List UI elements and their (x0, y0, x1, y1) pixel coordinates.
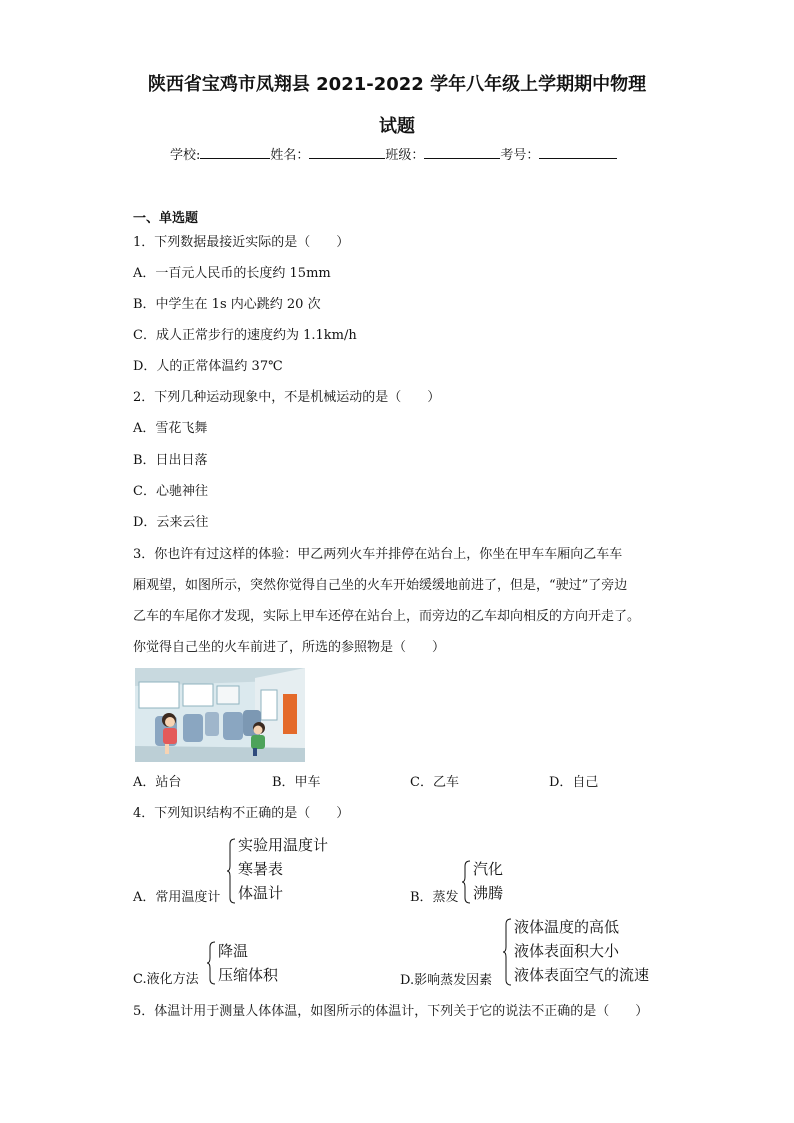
section-heading: 一、单选题 (133, 211, 199, 226)
q4-a-item2: 寒暑表 (238, 860, 284, 878)
q4-b-label: B．蒸发 (410, 890, 459, 905)
q4-b-item2: 沸腾 (473, 884, 504, 902)
q2-stem: 2．下列几种运动现象中，不是机械运动的是（ ） (133, 390, 441, 405)
q3-option-d: D．自己 (549, 775, 599, 790)
q4-a-item1: 实验用温度计 (238, 836, 329, 854)
q1-option-a: A．一百元人民币的长度约 15mm (133, 266, 331, 281)
q2-option-a: A．雪花飞舞 (133, 421, 208, 436)
q3-stem-line2: 厢观望，如图所示，突然你觉得自己坐的火车开始缓缓地前进了，但是，“驶过”了旁边 (133, 578, 628, 593)
q4-d-label: D.影响蒸发因素 (400, 973, 493, 988)
q5-stem: 5．体温计用于测量人体体温，如图所示的体温计，下列关于它的说法不正确的是（ ） (133, 1004, 649, 1019)
q4-a-item3: 体温计 (238, 884, 284, 902)
exam-title-line1: 陕西省宝鸡市凤翔县 2021-2022 学年八年级上学期期中物理 (147, 74, 647, 95)
q4-d-item1: 液体温度的高低 (514, 918, 620, 936)
q1-option-b: B．中学生在 1s 内心跳约 20 次 (133, 297, 321, 312)
q3-stem-line4: 你觉得自己坐的火车前进了，所选的参照物是（ ） (133, 640, 446, 655)
name-blank (309, 144, 385, 159)
q2-option-b: B．日出日落 (133, 453, 208, 468)
q4-d-item3: 液体表面空气的流速 (514, 966, 650, 984)
exam-title-line2: 试题 (379, 116, 415, 137)
q4-a-label: A．常用温度计 (133, 890, 221, 905)
school-blank (200, 144, 270, 159)
q3-stem-line1: 3．你也许有过这样的体验：甲乙两列火车并排停在站台上，你坐在甲车车厢向乙车车 (133, 547, 623, 562)
exam-no-label: 考号： (500, 148, 540, 163)
train-interior-illustration (135, 668, 305, 762)
q4-d-item2: 液体表面积大小 (514, 942, 620, 960)
q1-option-c: C．成人正常步行的速度约为 1.1km/h (133, 328, 357, 343)
school-label: 学校: (170, 148, 201, 163)
q4-c-item1: 降温 (218, 942, 249, 960)
q4-c-label: C.液化方法 (133, 972, 199, 987)
q4-b-brace (461, 860, 471, 904)
info-fields (170, 144, 617, 165)
q1-option-d: D．人的正常体温约 37℃ (133, 359, 283, 374)
class-label: 班级： (385, 148, 425, 163)
q3-option-a: A．站台 (133, 775, 182, 790)
q3-option-b: B．甲车 (272, 775, 321, 790)
q4-d-brace (502, 918, 512, 986)
class-blank (424, 144, 500, 159)
q2-option-d: D．云来云往 (133, 515, 209, 530)
q3-option-c: C．乙车 (410, 775, 459, 790)
q4-a-brace (226, 838, 236, 904)
name-label: 姓名： (270, 148, 310, 163)
q1-stem: 1．下列数据最接近实际的是（ ） (133, 235, 350, 250)
q4-b-item1: 汽化 (473, 860, 504, 878)
q4-c-brace (206, 941, 216, 985)
q3-stem-line3: 乙车的车尾你才发现，实际上甲车还停在站台上，而旁边的乙车却向相反的方向开走了。 (133, 609, 641, 624)
q2-option-c: C．心驰神往 (133, 484, 208, 499)
exam-no-blank (539, 144, 617, 159)
q4-c-item2: 压缩体积 (218, 966, 279, 984)
q4-stem: 4．下列知识结构不正确的是（ ） (133, 806, 350, 821)
